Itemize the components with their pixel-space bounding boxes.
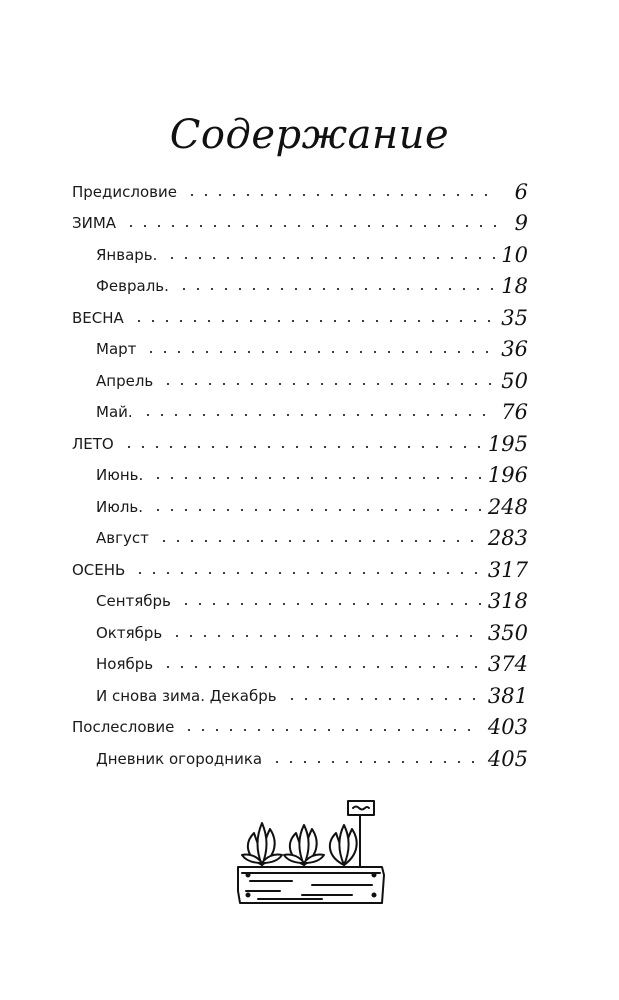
toc-entry-label: Март xyxy=(96,340,137,359)
toc-entry-page-number: 18 xyxy=(501,274,528,299)
toc-entry-page-number: 35 xyxy=(501,305,528,330)
dot-leader xyxy=(133,572,482,574)
dot-leader xyxy=(144,351,495,353)
toc-entry-page-number: 405 xyxy=(487,746,528,771)
dot-leader xyxy=(141,414,496,416)
toc-entry-page-number: 196 xyxy=(487,463,528,488)
toc-entry-label: ВЕСНА xyxy=(72,308,124,327)
toc-entry xyxy=(72,586,528,618)
toc-entry-label: Август xyxy=(96,529,149,548)
dot-leader xyxy=(132,320,495,322)
dot-leader xyxy=(285,698,482,700)
toc-entry-label: Ноябрь xyxy=(96,655,154,674)
table-of-contents xyxy=(72,176,528,775)
dot-leader xyxy=(151,509,482,511)
toc-entry-page-number: 50 xyxy=(501,368,528,393)
toc-entry-page-number: 9 xyxy=(514,211,528,236)
toc-entry xyxy=(72,271,528,303)
toc-entry-label: И снова зима. Декабрь xyxy=(96,686,277,705)
toc-entry xyxy=(72,397,528,429)
toc-entry-page-number: 403 xyxy=(487,715,528,740)
dot-leader xyxy=(124,225,498,227)
toc-entry xyxy=(72,460,528,492)
toc-entry xyxy=(72,208,528,240)
toc-entry-page-number: 195 xyxy=(487,431,528,456)
toc-entry-page-number: 283 xyxy=(487,526,528,551)
toc-entry-page-number: 36 xyxy=(501,337,528,362)
dot-leader xyxy=(151,477,482,479)
toc-entry-label: ОСЕНЬ xyxy=(72,560,126,579)
toc-entry-page-number: 10 xyxy=(501,242,528,267)
dot-leader xyxy=(122,446,482,448)
toc-entry-label: Апрель xyxy=(96,371,154,390)
toc-entry-label: Май. xyxy=(96,403,133,422)
toc-entry-page-number: 381 xyxy=(487,683,528,708)
toc-entry-label: ЛЕТО xyxy=(72,434,114,453)
dot-leader xyxy=(170,635,482,637)
toc-entry xyxy=(72,491,528,523)
toc-entry-page-number: 374 xyxy=(487,652,528,677)
toc-entry xyxy=(72,428,528,460)
dot-leader xyxy=(161,666,482,668)
dot-leader xyxy=(270,761,482,763)
dot-leader xyxy=(165,257,495,259)
dot-leader xyxy=(161,383,495,385)
toc-entry-page-number: 350 xyxy=(487,620,528,645)
toc-entry-label: Июль. xyxy=(96,497,144,516)
dot-leader xyxy=(182,729,482,731)
toc-entry-label: Дневник огородника xyxy=(96,749,263,768)
toc-entry-label: Февраль. xyxy=(96,277,169,296)
toc-entry-label: ЗИМА xyxy=(72,214,117,233)
toc-entry-page-number: 76 xyxy=(501,400,528,425)
toc-entry-label: Январь. xyxy=(96,245,158,264)
dot-leader xyxy=(177,288,495,290)
toc-entry xyxy=(72,554,528,586)
toc-entry xyxy=(72,743,528,775)
toc-entry-label: Сентябрь xyxy=(96,592,171,611)
toc-entry xyxy=(72,334,528,366)
toc-entry-page-number: 317 xyxy=(487,557,528,582)
toc-entry xyxy=(72,365,528,397)
toc-entry xyxy=(72,617,528,649)
page-title: Содержание xyxy=(169,112,450,158)
toc-entry xyxy=(72,523,528,555)
toc-entry xyxy=(72,239,528,271)
toc-entry xyxy=(72,680,528,712)
garden-bed-with-sign-icon xyxy=(232,795,392,905)
toc-entry xyxy=(72,712,528,744)
toc-entry-page-number: 248 xyxy=(487,494,528,519)
toc-entry-label: Послесловие xyxy=(72,718,175,737)
toc-entry xyxy=(72,649,528,681)
toc-entry xyxy=(72,302,528,334)
dot-leader xyxy=(157,540,482,542)
toc-entry-label: Предисловие xyxy=(72,182,177,201)
dot-leader xyxy=(179,603,482,605)
toc-entry-label: Октябрь xyxy=(96,623,163,642)
toc-entry-page-number: 318 xyxy=(487,589,528,614)
toc-entry-page-number: 6 xyxy=(514,179,528,204)
dot-leader xyxy=(185,194,498,196)
toc-entry-label: Июнь. xyxy=(96,466,144,485)
toc-entry xyxy=(72,176,528,208)
